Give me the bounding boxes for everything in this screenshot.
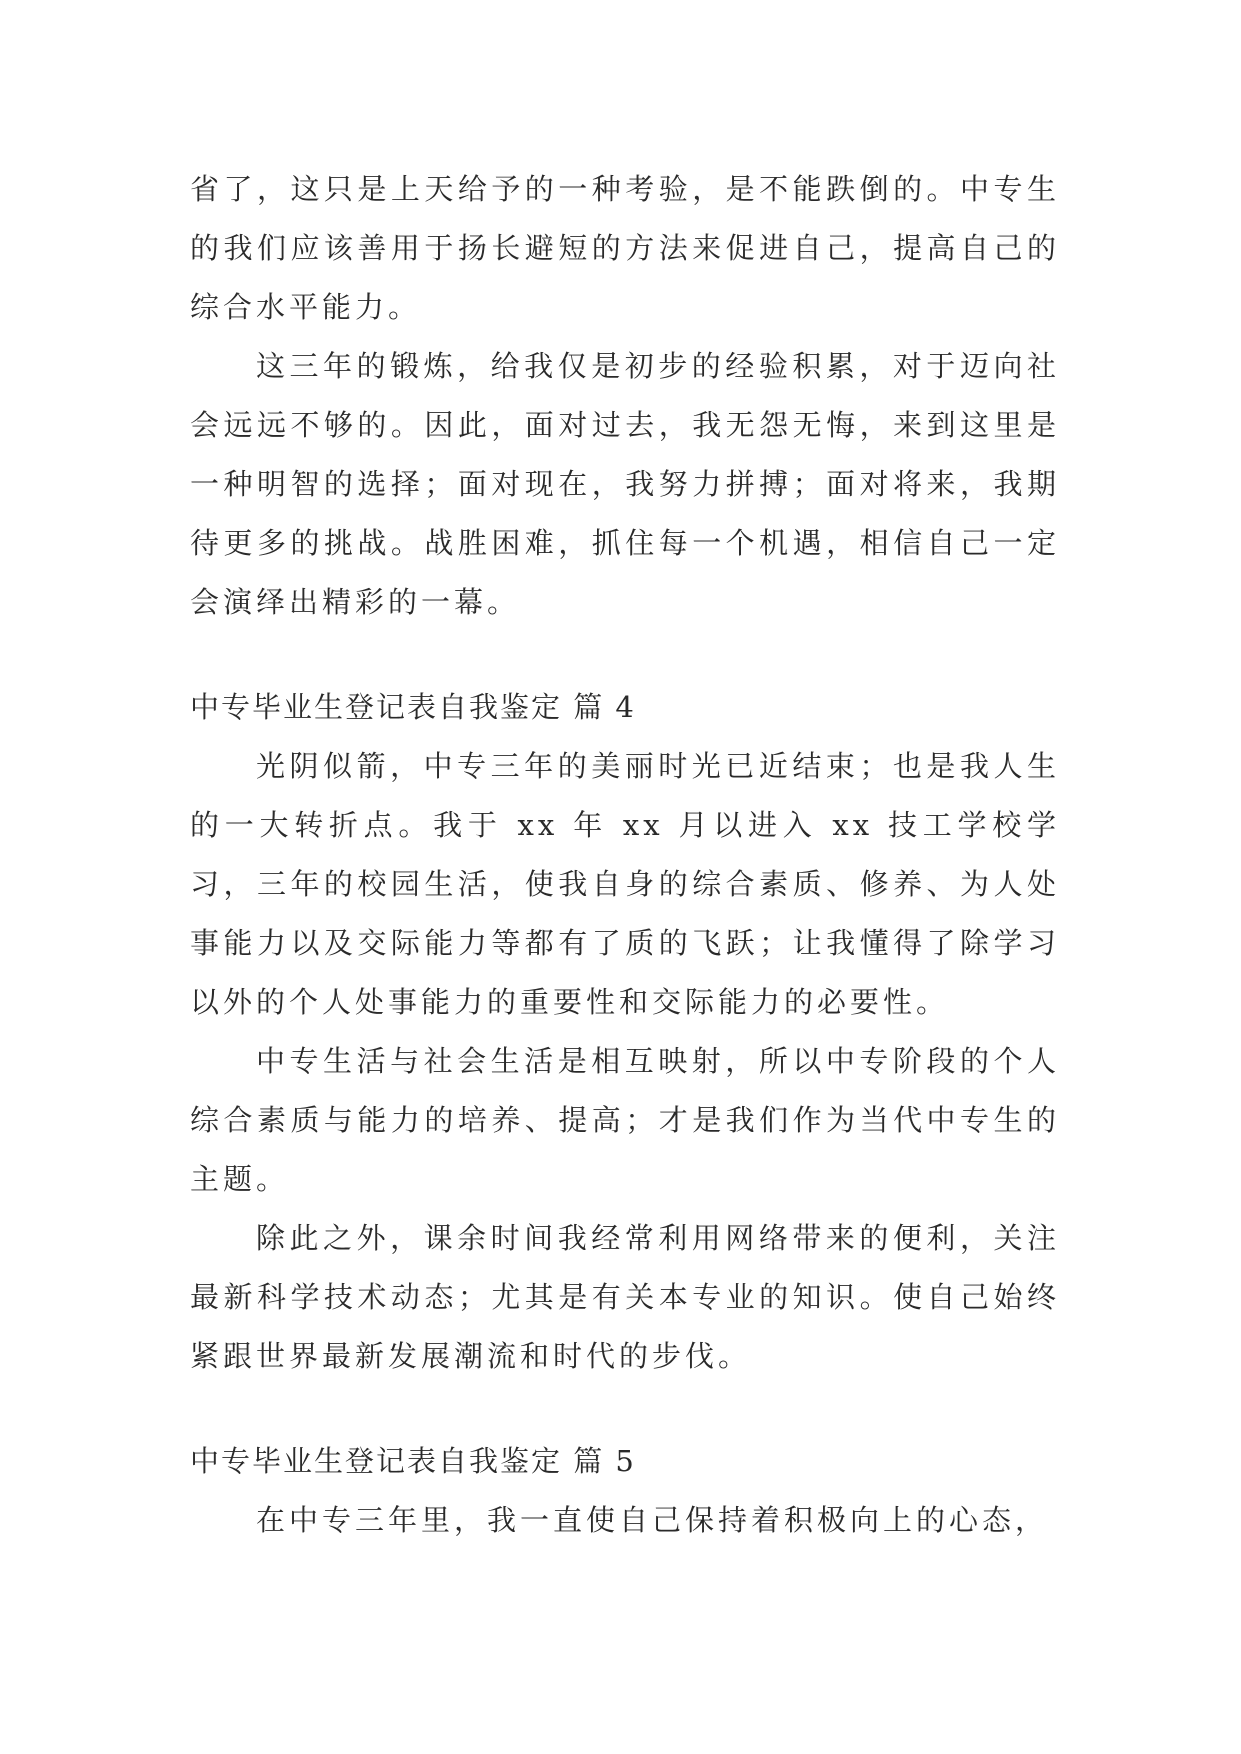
paragraph: 中专生活与社会生活是相互映射，所以中专阶段的个人综合素质与能力的培养、提高；才是我们作为当代中专生的主题。 [190,1044,1060,1196]
section-title-4: 中专毕业生登记表自我鉴定 篇 4 [190,690,636,724]
paragraph: 在中专三年里，我一直使自己保持着积极向上的心态， [256,1503,1049,1537]
paragraph: 光阴似箭，中专三年的美丽时光已近结束；也是我人生的一大转折点。我于 xx 年 xx 月以进入 xx 技工学校学习，三年的校园生活，使我自身的综合素质、修养、为人处事能力以及交际能力等都有了质的飞跃；让我懂得了除学习以外的个人处事能力的重要性和交际能力的必要性。 [190,749,1060,1019]
paragraph-continued: 省了，这只是上天给予的一种考验，是不能跌倒的。中专生的我们应该善用于扬长避短的方法来促进自己，提高自己的综合水平能力。 [190,172,1060,324]
paragraph: 这三年的锻炼，给我仅是初步的经验积累，对于迈向社会远远不够的。因此，面对过去，我无怨无悔，来到这里是一种明智的选择；面对现在，我努力拼搏；面对将来，我期待更多的挑战。战胜困难，抓住每一个机遇，相信自己一定会演绎出精彩的一幕。 [190,349,1060,619]
document-body [190,160,1060,1550]
paragraph: 除此之外，课余时间我经常利用网络带来的便利，关注最新科学技术动态；尤其是有关本专业的知识。使自己始终紧跟世界最新发展潮流和时代的步伐。 [190,1221,1060,1373]
section-title-5: 中专毕业生登记表自我鉴定 篇 5 [190,1444,636,1478]
